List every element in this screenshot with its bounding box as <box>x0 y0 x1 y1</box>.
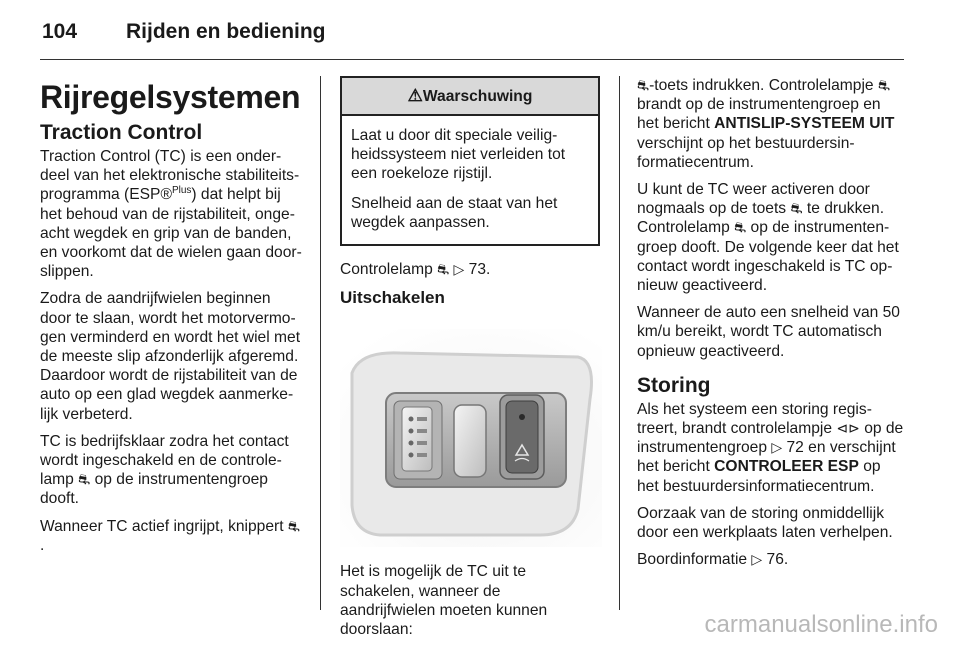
switch-panel-photo <box>340 329 602 547</box>
paragraph: Als het systeem een storing registreert, brandt controlelampje ⊲⊳ op de instrumentengroep ▷ 72 en verschijnt het bericht CONTROLEER ESP op het bestuurdersinformatiecentrum. <box>637 400 904 495</box>
paragraph: TC is bedrijfsklaar zodra het contact wordt ingeschakeld en de controlelamp ⛐ op de instrumentengroep dooft. <box>40 432 289 508</box>
watermark: carmanualsonline.info <box>704 611 938 638</box>
warning-body <box>342 116 598 244</box>
paragraph: Het is mogelijk de TC uit te schakelen, wanneer de aandrijfwielen moeten kunnen doorslaan: <box>340 563 548 639</box>
tc-lamp-icon: ⛐ <box>287 517 300 534</box>
tc-lamp-icon: ⛐ <box>790 200 803 217</box>
paragraph: Wanneer de auto een snelheid van 50 km/u bereikt, wordt TC automatisch opnieuw geactiveerd. <box>637 304 900 360</box>
warning-box <box>340 76 600 246</box>
plus-superscript: Plus <box>171 185 192 197</box>
paragraph: Wanneer TC actief ingrijpt, knippert ⛐. <box>40 517 300 554</box>
warning-title: Waarschuwing <box>422 88 533 105</box>
reference-triangle-icon: ▷ <box>453 261 465 278</box>
paragraph: Traction Control (TC) is een onderdeel van het elektronische stabiliteitsprogramma (ESP®$^{Plus}$) dat helpt bij het behoud van de rijstabiliteit, ongeacht wegdek en grip van de banden, en voorkomt dat de wielen gaan doorslippen. <box>40 148 302 281</box>
tc-lamp-icon: ⛐ <box>78 471 91 488</box>
warning-triangle-icon: ⚠ <box>407 86 423 105</box>
page-number: 104 <box>42 20 78 43</box>
subheading-uitschakelen: Uitschakelen <box>340 288 445 308</box>
column-right <box>637 76 904 577</box>
cross-reference: Boordinformatie ▷ 76. <box>637 551 789 569</box>
section-heading-traction-control: Traction Control <box>40 121 203 144</box>
column-separator <box>619 76 620 610</box>
tc-lamp-icon: ⛐ <box>437 261 450 278</box>
warning-text: Snelheid aan de staat van het wegdek aanpassen. <box>351 194 558 231</box>
reference-triangle-icon: ▷ <box>771 439 783 456</box>
chapter-heading: Rijregelsystemen <box>40 79 301 115</box>
paragraph: Zodra de aandrijfwielen beginnen door te slaan, wordt het motorvermogen verminderd en wordt het wiel met de meeste slip afzonderlijk afgeremd. Daardoor wordt de rijstabiliteit van de auto op een glad wegdek aanmerkelijk verbeterd. <box>40 290 301 423</box>
paragraph: U kunt de TC weer activeren door nogmaals op de toets ⛐ te drukken. Controlelamp ⛐ op de instrumentengroep dooft. De volgende keer dat het contact wordt ingeschakeld is TC opnieuw geactiveerd. <box>637 181 899 295</box>
tc-lamp-icon: ⛐ <box>877 77 891 93</box>
column-middle <box>340 76 600 647</box>
page-title: Rijden en bediening <box>126 20 326 43</box>
message-text: ANTISLIP-SYSTEEM UIT <box>714 115 895 133</box>
page-header <box>42 20 326 44</box>
warning-text: Laat u door dit speciale veiligheidssysteem niet verleiden tot een roekeloze rijstijl. <box>351 127 566 183</box>
column-left <box>40 76 303 563</box>
paragraph: Oorzaak van de storing onmiddellijk door een werkplaats laten verhelpen. <box>637 504 893 542</box>
reference-triangle-icon: ▷ <box>751 551 763 568</box>
esp-lamp-icon: ⊲⊳ <box>836 420 860 437</box>
header-rule <box>40 59 904 60</box>
tc-lamp-icon: ⛐ <box>734 219 747 236</box>
section-heading-storing: Storing <box>637 373 711 397</box>
cross-reference: Controlelamp ⛐ ▷ 73. <box>340 261 491 279</box>
tc-lamp-icon: ⛐ <box>637 77 650 93</box>
column-separator <box>320 76 321 610</box>
warning-header <box>342 78 598 116</box>
paragraph: ⛐-toets indrukken. Controlelampje ⛐ brandt op de instrumentengroep en het bericht ANTISLIP-SYSTEEM UIT verschijnt op het bestuurdersinformatiecentrum. <box>637 77 895 171</box>
message-text: CONTROLEER ESP <box>714 458 859 476</box>
